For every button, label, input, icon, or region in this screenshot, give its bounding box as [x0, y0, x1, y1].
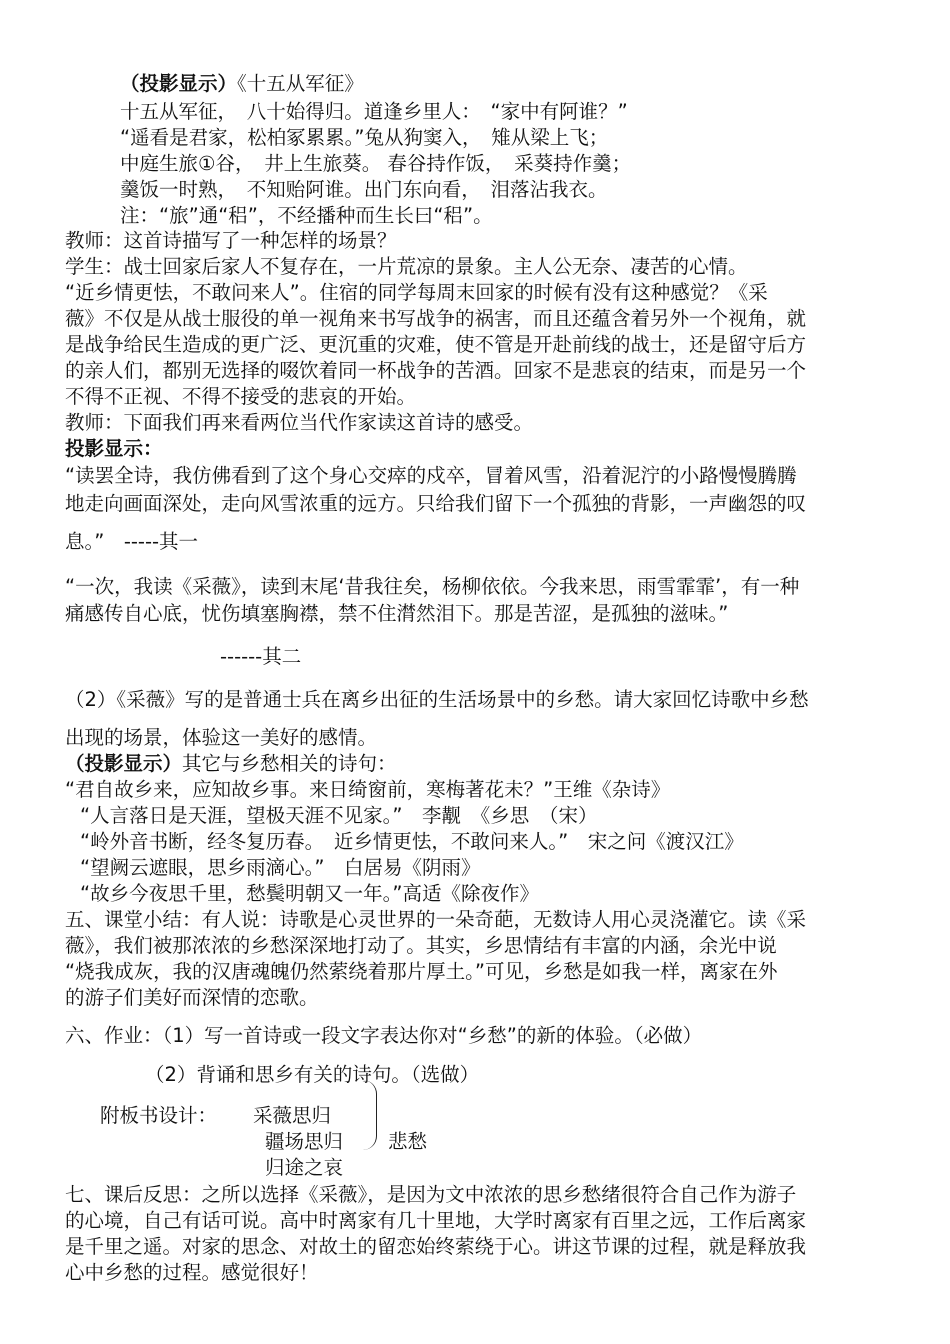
board-item: 归途之哀 [265, 1156, 344, 1179]
quote-line: “读罢全诗，我仿佛看到了这个身心交瘁的戍卒，冒着风雪，沿着泥泞的小路慢慢腾腾 [65, 464, 797, 487]
poem-quote: “故乡今夜思千里，愁鬓明朝又一年。”高适《除夜作》 [80, 882, 539, 905]
paragraph-line: “近乡情更怯，不敢问来人”。住宿的同学每周末回家的时候有没有这种感觉？《采 [65, 281, 768, 304]
summary-line: “烧我成灰，我的汉唐魂魄仍然萦绕着那片厚土。”可见，乡愁是如我一样，离家在外 [65, 960, 778, 983]
quote-line: 地走向画面深处，走向风雪浓重的远方。只给我们留下一个孤独的背影，一声幽怨的叹 [65, 492, 807, 515]
poem-line: 十五从军征， 八十始得归。道逢乡里人： “家中有阿谁？” [120, 100, 628, 123]
poem-quote: “望阙云遮眼，思乡雨滴心。” 白居易《阴雨》 [80, 856, 481, 879]
board-item: 疆场思归 [265, 1130, 344, 1153]
projection-label: 投影显示： [65, 437, 163, 460]
homework-line: （2）背诵和思乡有关的诗句。（选做） [145, 1063, 480, 1086]
reflection-line: 心中乡愁的过程。感觉很好！ [65, 1261, 319, 1284]
summary-line: 的游子们美好而深情的恋歌。 [65, 986, 319, 1009]
reflection-line: 是千里之遥。对家的思念、对故土的留恋始终萦绕于心。讲这节课的过程，就是释放我 [65, 1235, 807, 1258]
reflection-line: 七、课后反思：之所以选择《采薇》，是因为文中浓浓的思乡愁绪很符合自己作为游子 [65, 1183, 797, 1206]
section-line: （2）《采薇》写的是普通士兵在离乡出征的生活场景中的乡愁。请大家回忆诗歌中乡愁 [65, 688, 809, 711]
summary-line: 五、课堂小结：有人说：诗歌是心灵世界的一朵奇葩，无数诗人用心灵浇灌它。读《采 [65, 908, 807, 931]
section-line: 出现的场景，体验这一美好的感情。 [65, 726, 378, 749]
paragraph-line: 薇》不仅是从战士服役的单一视角来书写战争的祸害，而且还蕴含着另外一个视角，就 [65, 307, 807, 330]
quote-line: 息。” -----其一 [65, 530, 199, 553]
poem-heading [120, 72, 364, 96]
paragraph-line: 不得不正视、不得不接受的悲哀的开始。 [65, 385, 417, 408]
summary-line: 薇》，我们被那浓浓的乡愁深深地打动了。其实，乡思情结有丰富的内涵，余光中说 [65, 934, 777, 957]
quote-source: ------其二 [220, 645, 302, 668]
paragraph-line: 是战争给民生造成的更广泛、更沉重的灾难，使不管是开赴前线的战士，还是留守后方 [65, 333, 807, 356]
board-result: 悲愁 [388, 1130, 428, 1153]
quote-line: 痛感传自心底，忧伤填塞胸襟，禁不住潸然泪下。那是苦涩，是孤独的滋味。” [65, 602, 729, 625]
teacher-question: 教师：这首诗描写了一种怎样的场景？ [65, 229, 397, 252]
poem-quote: “君自故乡来，应知故乡事。来日绮窗前，寒梅著花未？”王维《杂诗》 [65, 778, 671, 801]
projection-text: 其它与乡愁相关的诗句： [182, 752, 397, 775]
student-answer: 学生：战士回家后家人不复存在，一片荒凉的景象。主人公无奈、凄苦的心情。 [65, 255, 748, 278]
board-item: 采薇思归 [253, 1104, 332, 1127]
poem-line: 羹饭一时熟， 不知贻阿谁。出门东向看， 泪落沾我衣。 [120, 178, 608, 201]
reflection-line: 的心境，自己有话可说。高中时离家有几十里地，大学时离家有百里之远，工作后离家 [65, 1209, 807, 1232]
poem-title: 《十五从军征》 [237, 72, 364, 95]
projection-heading [65, 752, 397, 776]
board-label: 附板书设计： [100, 1104, 218, 1127]
poem-line: “遥看是君家，松柏冢累累。”兔从狗窦入， 雉从梁上飞； [120, 126, 609, 149]
projection-label: （投影显示） [65, 752, 183, 775]
homework-line: 六、作业：（1）写一首诗或一段文字表达你对“乡愁”的新的体验。（必做） [65, 1024, 703, 1047]
poem-note: 注：“旅”通“稆”，不经播种而生长曰“稆”。 [120, 204, 493, 227]
quote-line: “一次，我读《采薇》，读到末尾‘昔我往矣，杨柳依依。今我来思，雨雪霏霏’，有一种 [65, 575, 800, 598]
brace-icon [362, 1080, 377, 1150]
teacher-intro: 教师：下面我们再来看两位当代作家读这首诗的感受。 [65, 411, 534, 434]
projection-label: （投影显示） [120, 72, 238, 95]
poem-quote: “人言落日是天涯，望极天涯不见家。” 李觏 《乡思 （宋） [80, 804, 598, 827]
paragraph-line: 的亲人们，都别无选择的啜饮着同一杯战争的苦酒。回家不是悲哀的结束，而是另一个 [65, 359, 807, 382]
poem-line: 中庭生旅①谷， 井上生旅葵。 春谷持作饭， 采葵持作羹； [120, 152, 632, 175]
poem-quote: “岭外音书断，经冬复历春。 近乡情更怯，不敢问来人。” 宋之问《渡汉江》 [80, 830, 744, 853]
